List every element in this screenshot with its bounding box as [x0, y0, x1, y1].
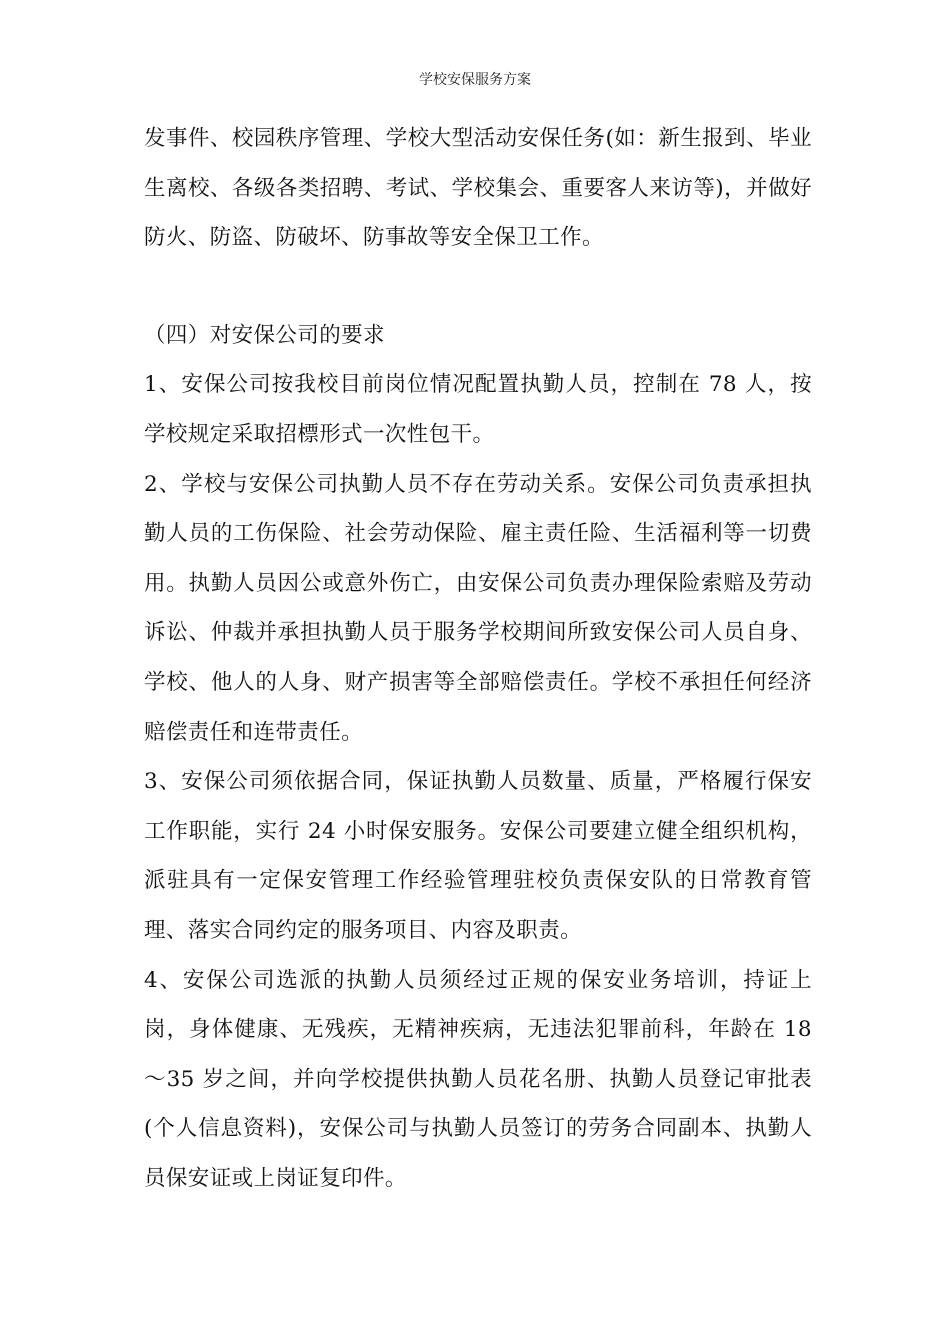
list-item-3: 3、安保公司须依据合同，保证执勤人员数量、质量，严格履行保安工作职能，实行 24 小时保安服务。安保公司要建立健全组织机构，派驻具有一定保安管理工作经验管理驻校负责保安队的日常教育管理、落实合同约定的服务项目、内容及职责。	[144, 769, 812, 943]
section-heading: （四）对安保公司的要求	[144, 322, 385, 348]
list-item-2: 2、学校与安保公司执勤人员不存在劳动关系。安保公司负责承担执勤人员的工伤保险、社会劳动保险、雇主责任险、生活福利等一切费用。执勤人员因公或意外伤亡，由安保公司负责办理保险索赔及劳动诉讼、仲裁并承担执勤人员于服务学校期间所致安保公司人员自身、学校、他人的人身、财产损害等全部赔偿责任。学校不承担任何经济赔偿责任和连带责任。	[144, 471, 812, 745]
intro-paragraph: 发事件、校园秩序管理、学校大型活动安保任务(如：新生报到、毕业生离校、各级各类招聘、考试、学校集会、重要客人来访等)，并做好防火、防盗、防破坏、防事故等安全保卫工作。	[144, 126, 812, 251]
document-body	[144, 114, 812, 1203]
page-header-title: 学校安保服务方案	[419, 72, 531, 88]
list-item-4: 4、安保公司选派的执勤人员须经过正规的保安业务培训，持证上岗，身体健康、无残疾，无精神疾病，无违法犯罪前科，年龄在 18～35 岁之间，并向学校提供执勤人员花名册、执勤人员登记审批表(个人信息资料)，安保公司与执勤人员签订的劳务合同副本、执勤人员保安证或上岗证复印件。	[144, 967, 812, 1191]
list-item-1: 1、安保公司按我校目前岗位情况配置执勤人员，控制在 78 人，按学校规定采取招標形式一次性包干。	[144, 372, 812, 447]
